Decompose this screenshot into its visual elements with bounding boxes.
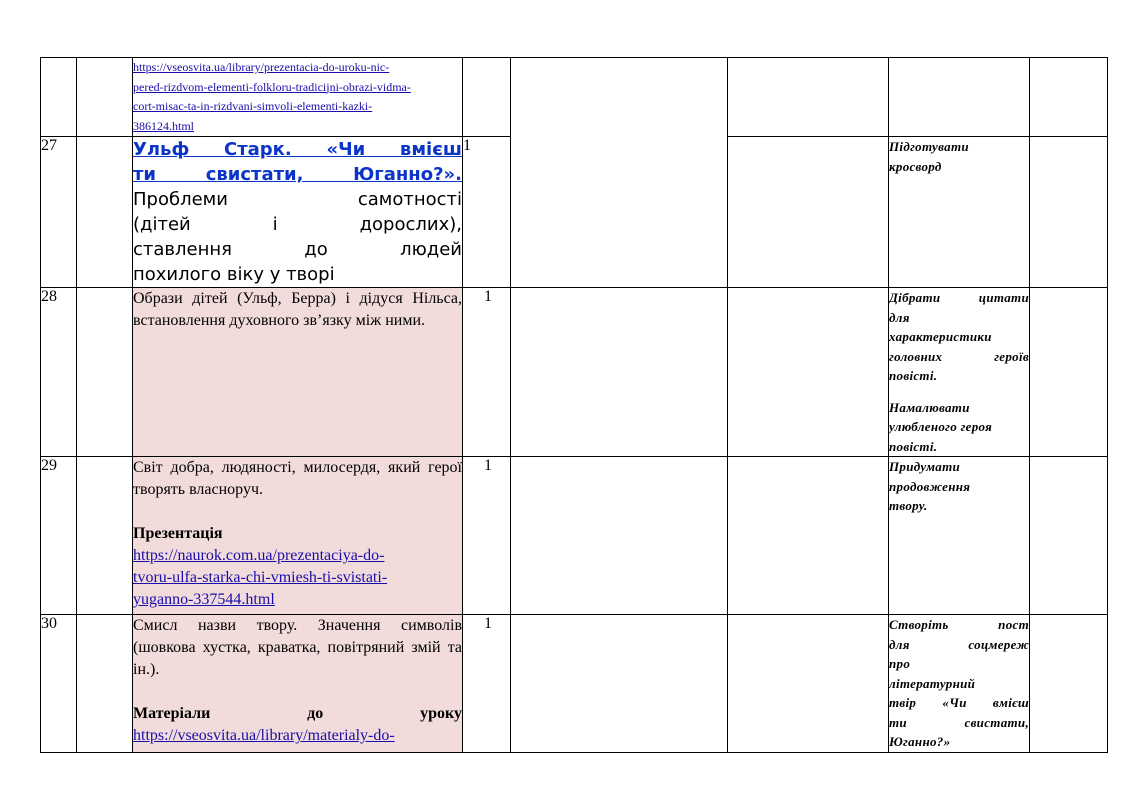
topic-cell (133, 615, 463, 753)
homework-line: твору. (889, 498, 928, 513)
homework-line: Дібрати цитати (889, 290, 1029, 305)
date-cell (77, 615, 133, 753)
link-line: pered-rizdvom-elementi-folkloru-tradicijni-obrazi-vidma- (133, 79, 411, 94)
homework-line: кросворд (889, 158, 942, 174)
hours-cell: 1 (463, 457, 511, 615)
homework-cell (889, 288, 1030, 457)
homework-line: повісті. (889, 438, 938, 454)
hours-cell: 1 (463, 137, 511, 288)
homework-line: ти свистати, (889, 714, 1029, 730)
remarks-cell (1030, 58, 1108, 137)
homework-line: продовження (889, 478, 971, 494)
lesson-number-cell (41, 58, 77, 137)
link-line: tvoru-ulfa-starka-chi-vmiesh-ti-svistati- (133, 569, 388, 586)
homework-line: літературний (889, 675, 976, 691)
topic-line: Проблеми самотності (133, 189, 462, 210)
presentation-link[interactable] (133, 545, 462, 611)
homework-line: улюбленого героя (889, 419, 993, 434)
table-row (41, 58, 1108, 137)
remarks-cell (1030, 288, 1108, 457)
link-line: yuganno-337544.html (133, 591, 275, 608)
homework-line: характеристики (889, 329, 992, 344)
topic-cell (133, 288, 463, 457)
title-line: ти свистати, Юганно?». (133, 164, 462, 185)
date-cell (77, 288, 133, 457)
notes-cell (728, 137, 889, 288)
corrective-work-cell (511, 457, 728, 615)
homework-cell (889, 137, 1030, 288)
link-line: https://naurok.com.ua/prezentaciya-do- (133, 547, 385, 564)
homework-line: Створіть пост (889, 617, 1029, 632)
homework-cell (889, 457, 1030, 615)
homework-line: твір «Чи вмієш (889, 695, 1029, 710)
materials-label: Матеріали до уроку (133, 705, 462, 722)
lesson-number-cell: 29 (41, 457, 77, 615)
table-row (41, 615, 1108, 753)
hours-cell (463, 58, 511, 137)
topic-text: Смисл назви твору. Значення символів (шовкова хустка, краватка, повітряний змій та ін.). (133, 617, 462, 678)
notes-cell (728, 615, 889, 753)
topic-text: Світ добра, людяності, милосердя, який герої творять власноруч. (133, 459, 462, 498)
notes-cell (728, 288, 889, 457)
table-row (41, 288, 1108, 457)
lesson-plan-table (40, 57, 1108, 753)
hours-cell: 1 (463, 615, 511, 753)
homework-line: Юганно?» (889, 734, 951, 749)
date-cell (77, 58, 133, 137)
presentation-link[interactable] (133, 58, 462, 136)
topic-cell (133, 457, 463, 615)
homework-line: про (889, 656, 911, 671)
date-cell (77, 457, 133, 615)
lesson-number-cell: 28 (41, 288, 77, 457)
work-title-link[interactable] (133, 137, 462, 187)
homework-cell (889, 58, 1030, 137)
link-line: 386124.html (133, 118, 195, 133)
topic-line: (дітей і дорослих), (133, 214, 462, 235)
topic-line: похилого віку у творі (133, 264, 335, 285)
corrective-work-cell (511, 58, 728, 288)
title-line: Ульф Старк. «Чи вмієш (133, 139, 462, 160)
hours-cell: 1 (463, 288, 511, 457)
homework-line: Підготувати (889, 139, 969, 154)
lesson-number-cell: 27 (41, 137, 77, 288)
notes-cell (728, 58, 889, 137)
corrective-work-cell (511, 288, 728, 457)
homework-cell (889, 615, 1030, 753)
remarks-cell (1030, 137, 1108, 288)
link-line: https://vseosvita.ua/library/materialy-do- (133, 727, 395, 744)
corrective-work-cell (511, 615, 728, 753)
lesson-number-cell: 30 (41, 615, 77, 753)
homework-line: Придумати (889, 459, 961, 474)
date-cell (77, 137, 133, 288)
remarks-cell (1030, 615, 1108, 753)
homework-line: повісті. (889, 368, 938, 383)
homework-line: Намалювати (889, 399, 970, 415)
table-row (41, 457, 1108, 615)
link-line: https://vseosvita.ua/library/prezentacia-do-uroku-nic- (133, 60, 390, 74)
topic-line: ставлення до людей (133, 239, 462, 260)
notes-cell (728, 457, 889, 615)
topic-text: Образи дітей (Ульф, Берра) і дідуся Нільса, встановлення духовного зв’язку між ними. (133, 290, 462, 329)
homework-line: головних героїв (889, 348, 1029, 364)
presentation-label: Презентація (133, 525, 223, 542)
topic-cell (133, 58, 463, 137)
remarks-cell (1030, 457, 1108, 615)
materials-link[interactable] (133, 725, 462, 747)
link-line: cort-misac-ta-in-rizdvani-simvoli-elementi-kazki- (133, 99, 373, 113)
topic-cell (133, 137, 463, 288)
homework-line: для соцмереж (889, 636, 1029, 652)
homework-line: для (889, 309, 910, 325)
